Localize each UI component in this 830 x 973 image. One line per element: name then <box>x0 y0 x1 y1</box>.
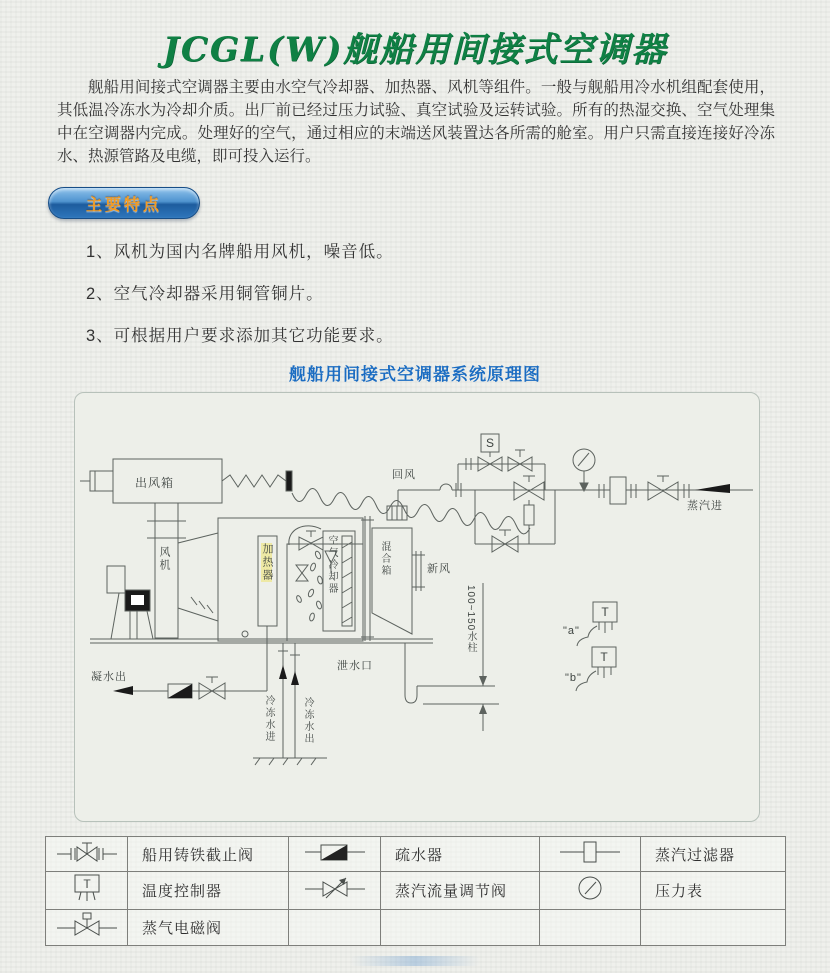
symbol-legend <box>45 836 786 946</box>
steam-filter-icon <box>559 839 621 865</box>
label-water-column: 100~150水柱 <box>465 585 476 654</box>
label-condensate-out: 凝水出 <box>91 671 127 683</box>
legend-table <box>45 836 786 946</box>
feature-item: 3、可根据用户要求添加其它功能要求。 <box>86 327 394 345</box>
solenoid-branch <box>458 434 545 490</box>
legend-label: 温度控制器 <box>128 872 289 910</box>
legend-label: 蒸汽过滤器 <box>641 837 786 872</box>
pressure-gauge-icon <box>570 874 610 902</box>
legend-row <box>46 837 786 872</box>
steam-regulating-valve <box>514 476 544 544</box>
features-badge <box>48 187 200 219</box>
legend-label: 船用铸铁截止阀 <box>128 837 289 872</box>
legend-row <box>46 872 786 910</box>
legend-label: 蒸汽流量调节阀 <box>381 872 540 910</box>
feature-item: 1、风机为国内名牌船用风机，噪音低。 <box>86 243 394 261</box>
controller-b-t-label: T <box>600 650 608 664</box>
dimension-line <box>479 583 487 731</box>
system-diagram-panel <box>74 392 760 822</box>
solenoid-s-label: S <box>485 436 495 450</box>
label-air-cooler: 空气冷却器 <box>326 535 337 595</box>
mixing-box <box>372 506 412 634</box>
label-chilled-water-in: 冷冻水进 <box>263 695 274 743</box>
footer-scan-artifact <box>350 956 480 966</box>
steam-inlet-arrow <box>695 484 730 493</box>
diagram-title: 舰船用间接式空调器系统原理图 <box>289 365 541 384</box>
system-diagram <box>75 393 759 821</box>
flex-connector <box>222 471 292 491</box>
features-badge-label: 主要特点 <box>85 196 162 214</box>
legend-row <box>46 910 786 946</box>
label-fan: 风机 <box>158 546 170 572</box>
stop-valve-icon <box>56 839 118 865</box>
label-return-air: 回风 <box>392 469 416 481</box>
capillary-line <box>292 488 530 533</box>
steam-stop-valve <box>648 476 689 500</box>
label-mixing-box: 混合箱 <box>379 541 390 577</box>
t-controller-a <box>577 602 617 646</box>
page-title: JCGL(W)舰船用间接式空调器 <box>162 30 668 70</box>
steam-solenoid-valve-icon <box>56 911 118 939</box>
label-drain-port: 泄水口 <box>337 660 373 672</box>
legend-label: 蒸气电磁阀 <box>128 910 289 946</box>
label-fresh-air: 新风 <box>427 563 451 575</box>
fresh-air-inlet <box>412 551 425 591</box>
steam-trap-icon <box>304 839 366 865</box>
t-controller-b <box>576 647 616 691</box>
ahu-casing <box>218 518 363 641</box>
legend-label: 疏水器 <box>381 837 540 872</box>
u-trap-drain <box>405 643 499 704</box>
features-list <box>86 238 586 364</box>
legend-label <box>381 910 540 946</box>
pressure-gauge <box>573 449 595 491</box>
temperature-controller-icon <box>56 873 118 903</box>
legend-label: 压力表 <box>641 872 786 910</box>
label-sensor-a: "a" <box>563 625 580 637</box>
steam-regulating-valve-icon <box>304 874 366 902</box>
feature-item: 2、空气冷却器采用铜管铜片。 <box>86 285 324 303</box>
label-heater: 加热器 <box>261 543 273 582</box>
label-sensor-b: "b" <box>565 672 582 684</box>
label-steam-in: 蒸汽进 <box>687 500 723 512</box>
intro-paragraph: 舰船用间接式空调器主要由水空气冷却器、加热器、风机等组件。一般与舰船用冷水机组配套使用，其低温冷冻水为冷却介质。出厂前已经过压力试验、真空试验及运转试验。所有的热湿交换、空气处理集中在空调器内完成。处理好的空气，通过相应的末端送风装置达各所需的舱室。用户只需直接连接好冷冻水、热源管路及电缆，即可投入运行。 <box>57 79 775 165</box>
svg-text:T: T <box>82 877 91 891</box>
controller-a-t-label: T <box>601 605 609 619</box>
legend-label <box>641 910 786 946</box>
label-outlet-box: 出风箱 <box>135 476 175 490</box>
label-chilled-water-out: 冷冻水出 <box>302 697 313 745</box>
